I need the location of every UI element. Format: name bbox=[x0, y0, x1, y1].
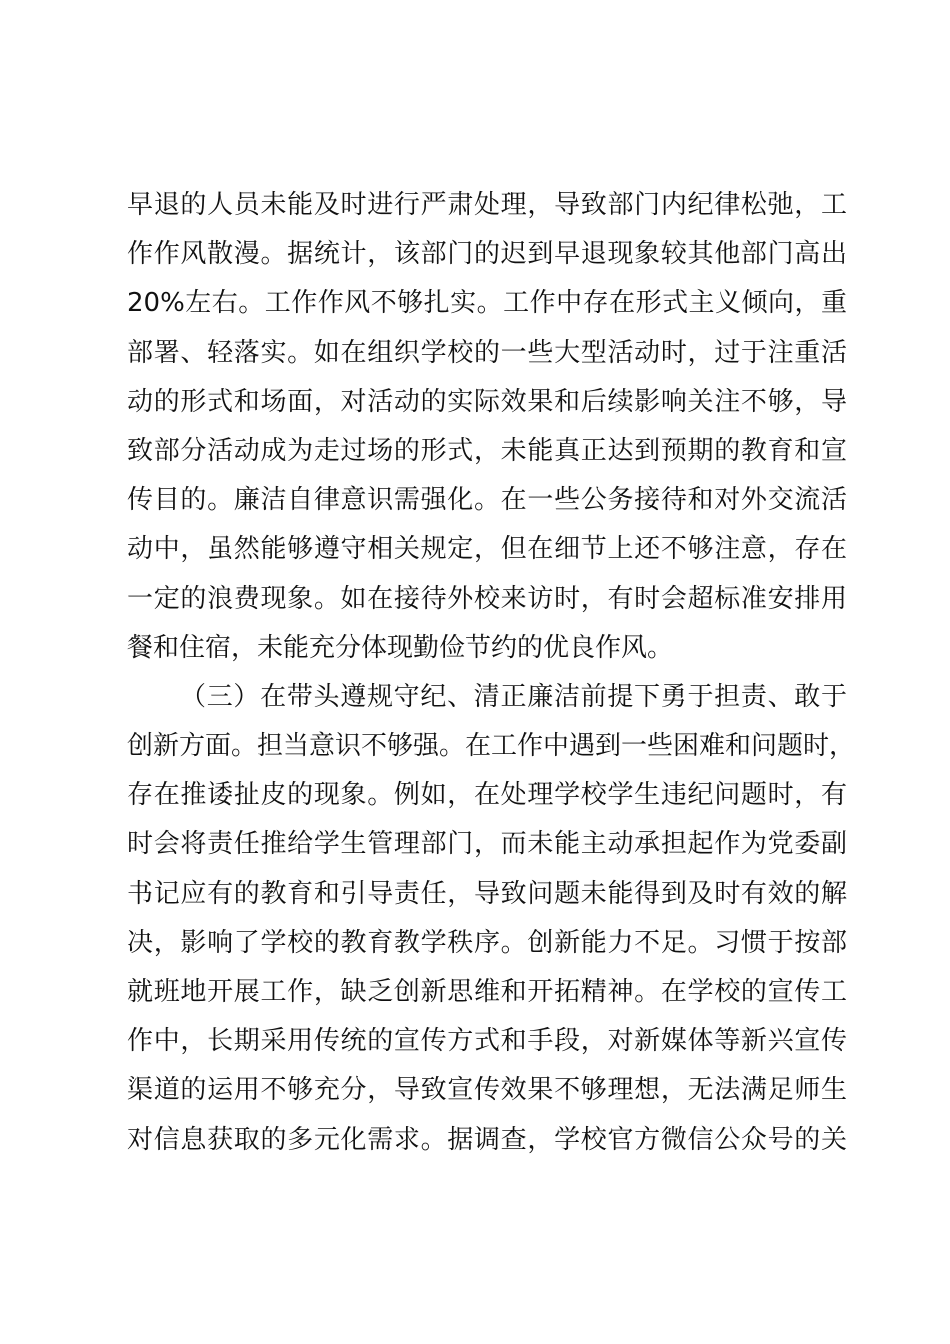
paragraph-line: 作中，长期采用传统的宣传方式和手段，对新媒体等新兴宣传 bbox=[127, 1026, 847, 1057]
paragraph-line: 20%左右。工作作风不够扎实。工作中存在形式主义倾向，重 bbox=[127, 288, 847, 319]
paragraph-line: 餐和住宿，未能充分体现勤俭节约的优良作风。 bbox=[127, 632, 674, 663]
section-heading-line: （三）在带头遵规守纪、清正廉洁前提下勇于担责、敢于 bbox=[180, 681, 847, 712]
paragraph-line: 渠道的运用不够充分，导致宣传效果不够理想，无法满足师生 bbox=[127, 1075, 847, 1106]
paragraph-line: 早退的人员未能及时进行严肃处理，导致部门内纪律松弛，工 bbox=[127, 190, 847, 220]
paragraph-line: 动的形式和场面，对活动的实际效果和后续影响关注不够，导 bbox=[127, 386, 847, 417]
paragraph-line: 作作风散漫。据统计，该部门的迟到早退现象较其他部门高出 bbox=[127, 239, 847, 270]
paragraph-line: 传目的。廉洁自律意识需强化。在一些公务接待和对外交流活 bbox=[127, 485, 847, 516]
paragraph-line: 就班地开展工作，缺乏创新思维和开拓精神。在学校的宣传工 bbox=[127, 977, 847, 1007]
paragraph-line: 创新方面。担当意识不够强。在工作中遇到一些困难和问题时， bbox=[127, 731, 856, 762]
paragraph-line: 存在推诿扯皮的现象。例如，在处理学校学生违纪问题时，有 bbox=[127, 780, 847, 811]
paragraph-line: 动中，虽然能够遵守相关规定，但在细节上还不够注意，存在 bbox=[127, 534, 847, 565]
paragraph-line: 部署、轻落实。如在组织学校的一些大型活动时，过于注重活 bbox=[127, 337, 847, 368]
paragraph-line: 时会将责任推给学生管理部门，而未能主动承担起作为党委副 bbox=[127, 829, 847, 860]
paragraph-line: 对信息获取的多元化需求。据调查，学校官方微信公众号的关 bbox=[127, 1124, 847, 1155]
paragraph-line: 一定的浪费现象。如在接待外校来访时，有时会超标准安排用 bbox=[127, 583, 847, 614]
paragraph-line: 书记应有的教育和引导责任，导致问题未能得到及时有效的解 bbox=[127, 878, 847, 909]
paragraph-line: 致部分活动成为走过场的形式，未能真正达到预期的教育和宣 bbox=[127, 435, 847, 466]
paragraph-line: 决，影响了学校的教育教学秩序。创新能力不足。习惯于按部 bbox=[127, 927, 847, 958]
document-body bbox=[127, 181, 856, 1165]
